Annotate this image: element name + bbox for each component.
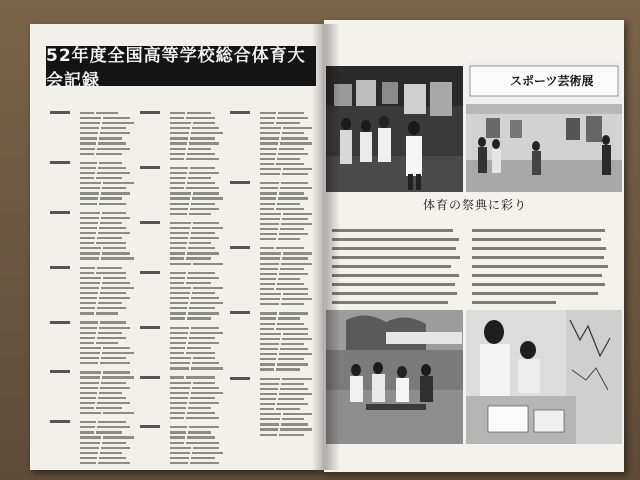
left-page [30, 24, 326, 470]
result-row [80, 250, 134, 255]
event-header [140, 220, 168, 224]
event-block [140, 424, 224, 465]
result-row [80, 320, 134, 325]
result-row [170, 415, 224, 420]
result-row [260, 427, 312, 432]
event-header [50, 419, 78, 423]
result-row [170, 440, 224, 445]
event-block [140, 165, 224, 216]
right-page [324, 20, 624, 472]
result-row [170, 190, 224, 195]
event-header [50, 210, 78, 214]
photo-art-exhibit-hall [466, 60, 622, 192]
result-row [80, 151, 134, 156]
result-row [260, 171, 312, 176]
result-row [260, 261, 312, 266]
results-column-1 [50, 106, 134, 466]
result-row [80, 146, 134, 151]
result-row [260, 190, 312, 195]
photo-art-workshop [466, 310, 622, 444]
event-header [140, 424, 168, 428]
result-row [80, 360, 134, 365]
result-row [80, 325, 134, 330]
event-header [230, 110, 258, 114]
event-block [230, 180, 312, 241]
event-block [140, 110, 224, 161]
event-block [50, 369, 134, 415]
result-row [80, 256, 134, 261]
event-header [50, 110, 78, 114]
photo-outdoor-event [326, 310, 463, 444]
result-row [260, 321, 312, 326]
event-block [140, 270, 224, 321]
magazine-spread [30, 20, 630, 472]
event-header [230, 376, 258, 380]
result-row [170, 310, 224, 315]
result-row [80, 141, 134, 146]
result-row [80, 369, 134, 374]
event-header [50, 160, 78, 164]
event-header [140, 375, 168, 379]
event-block [230, 245, 312, 306]
event-header [50, 265, 78, 269]
event-block [50, 320, 134, 366]
result-row [260, 432, 312, 437]
result-row [170, 196, 224, 201]
event-block [230, 376, 312, 437]
result-row [170, 141, 224, 146]
result-row [260, 146, 312, 151]
results-column-3 [230, 106, 312, 466]
result-row [170, 250, 224, 255]
event-block [50, 110, 134, 156]
event-header [230, 310, 258, 314]
result-row [80, 460, 134, 465]
result-row [80, 380, 134, 385]
result-row [260, 421, 312, 426]
result-row [260, 250, 312, 255]
result-row [260, 236, 312, 241]
article-column-1 [332, 226, 464, 307]
event-block [50, 265, 134, 316]
result-row [170, 135, 224, 140]
result-row [260, 256, 312, 261]
result-row [170, 211, 224, 216]
event-header [230, 245, 258, 249]
result-row [80, 310, 134, 315]
result-row [260, 310, 312, 315]
event-header [140, 110, 168, 114]
result-row [170, 435, 224, 440]
article-heading: 体育の祭典に彩り [422, 198, 527, 212]
exhibit-sign: スポーツ芸術展 [510, 74, 594, 88]
event-block [230, 310, 312, 371]
event-block [50, 160, 134, 206]
result-row [170, 201, 224, 206]
result-row [170, 460, 224, 465]
result-row [260, 196, 312, 201]
result-row [80, 201, 134, 206]
event-block [140, 375, 224, 421]
result-row [170, 380, 224, 385]
event-block [140, 325, 224, 371]
result-row [170, 261, 224, 266]
result-row [170, 365, 224, 370]
event-block [50, 419, 134, 465]
result-row [260, 361, 312, 366]
event-block [230, 110, 312, 176]
event-header [140, 325, 168, 329]
result-row [80, 440, 134, 445]
result-row [80, 410, 134, 415]
event-block [50, 210, 134, 261]
event-header [230, 180, 258, 184]
result-row [260, 301, 312, 306]
result-row [260, 141, 312, 146]
result-row [80, 190, 134, 195]
result-row [170, 325, 224, 330]
event-header [140, 165, 168, 169]
results-column-2 [140, 106, 224, 466]
page-title: 52年度全国高等学校総合体育大会記録 [46, 46, 316, 86]
event-block [140, 220, 224, 266]
photo-exhibition-visitors [326, 66, 463, 192]
result-row [260, 367, 312, 372]
result-row [260, 376, 312, 381]
result-row [170, 156, 224, 161]
event-header [140, 270, 168, 274]
result-row [170, 375, 224, 380]
article-column-2 [472, 226, 612, 307]
event-header [50, 369, 78, 373]
event-header [50, 320, 78, 324]
result-row [260, 135, 312, 140]
result-row [80, 435, 134, 440]
result-row [170, 316, 224, 321]
result-row [80, 375, 134, 380]
